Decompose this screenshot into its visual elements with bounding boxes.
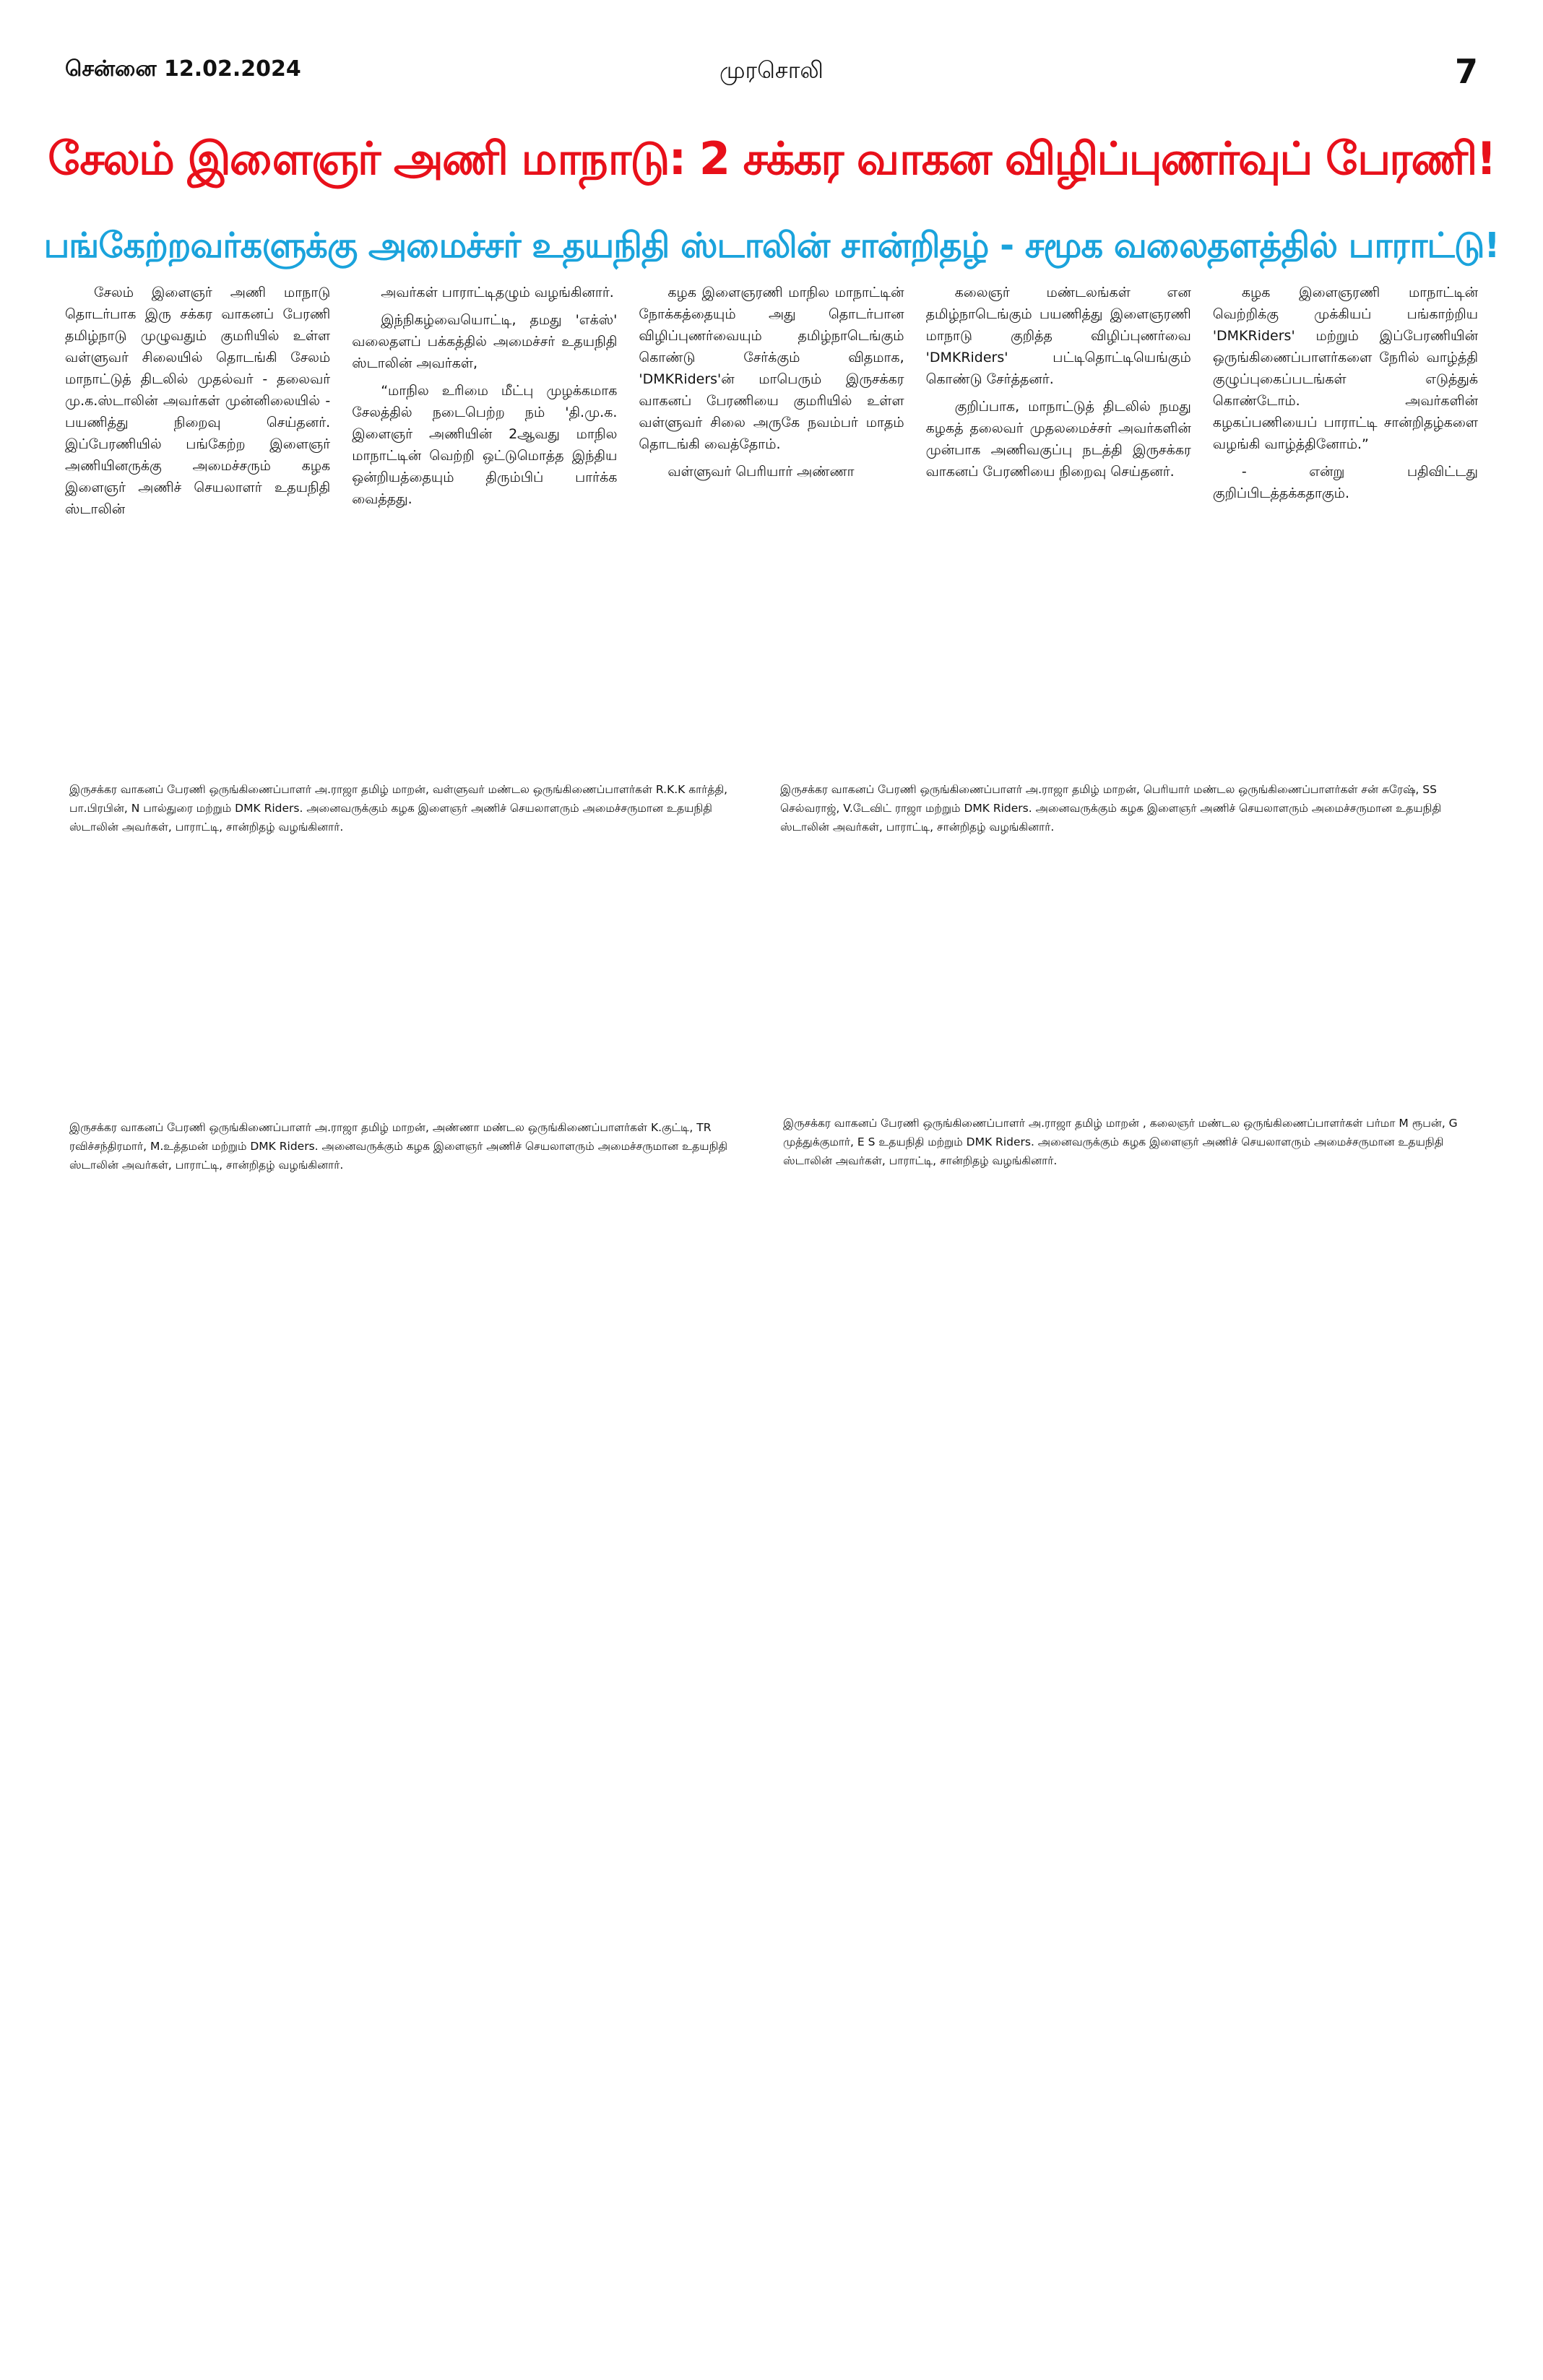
newspaper-name: முரசொலி <box>719 56 824 84</box>
article-column-5 <box>1213 282 1478 527</box>
page-number: 7 <box>1454 52 1478 91</box>
article-column-3 <box>639 282 904 527</box>
subheadline: பங்கேற்றவர்களுக்கு அமைச்சர் உதயநிதி ஸ்டாலின் சான்றிதழ் - சமூக வலைதளத்தில் பாராட்டு! <box>43 225 1500 266</box>
paragraph: கழக இளைஞரணி மாநில மாநாட்டின் நோக்கத்தையும் அது தொடர்பான விழிப்புணர்வையும் தமிழ்நாடெங்கும் கொண்டு சேர்க்கும் விதமாக, 'DMKRiders'ன் மாபெரும் இருசக்கர வாகனப் பேரணியை குமரியில் உள்ள வள்ளுவர் சிலை அருகே நவம்பர் மாதம் தொடங்கி வைத்தோம். <box>639 285 904 452</box>
photo-caption-1: இருசக்கர வாகனப் பேரணி ஒருங்கிணைப்பாளர் அ.ராஜா தமிழ் மாறன், வள்ளுவர் மண்டல ஒருங்கிணைப்பாளர்கள் R.K.K கார்த்தி, பா.பிரபின், N பால்துரை மற்றும் DMK Riders. அனைவருக்கும் கழக இளைஞர் அணிச் செயலாளரும் அமைச்சருமான உதயநிதி ஸ்டாலின் அவர்கள், பாராட்டி, சான்றிதழ் வழங்கினார். <box>69 783 728 834</box>
paragraph: “மாநில உரிமை மீட்பு முழக்கமாக சேலத்தில் நடைபெற்ற நம் 'தி.மு.க. இளைஞர் அணியின் 2ஆவது மாநில மாநாட்டின் வெற்றி ஒட்டுமொத்த இந்திய ஒன்றியத்தையும் திரும்பிப் பார்க்க வைத்தது. <box>352 383 618 507</box>
city-date: சென்னை 12.02.2024 <box>65 56 301 82</box>
paragraph: சேலம் இளைஞர் அணி மாநாடு தொடர்பாக இரு சக்கர வாகனப் பேரணி தமிழ்நாடு முழுவதும் குமரியில் உள்ள வள்ளுவர் சிலையில் தொடங்கி சேலம் மாநாட்டுத் திடலில் முதல்வர் - தலைவர் மு.க.ஸ்டாலின் அவர்கள் முன்னிலையில் - பயணித்து நிறைவு செய்தனர். இப்பேரணியில் பங்கேற்ற இளைஞர் அணியினருக்கு அமைச்சரும் கழக இளைஞர் அணிச் செயலாளர் உதயநிதி ஸ்டாலின் <box>65 285 331 517</box>
photo-caption-3: இருசக்கர வாகனப் பேரணி ஒருங்கிணைப்பாளர் அ.ராஜா தமிழ் மாறன், அண்ணா மண்டல ஒருங்கிணைப்பாளர்கள் K.குட்டி, TR ரவிச்சந்திரமார், M.உத்தமன் மற்றும் DMK Riders. அனைவருக்கும் கழக இளைஞர் அணிச் செயலாளரும் அமைச்சருமான உதயநிதி ஸ்டாலின் அவர்கள், பாராட்டி, சான்றிதழ் வழங்கினார். <box>69 1121 728 1172</box>
paragraph: - என்று பதிவிட்டது குறிப்பிடத்தக்கதாகும். <box>1212 464 1479 501</box>
photo-2 <box>780 535 1478 773</box>
photo-caption-4: இருசக்கர வாகனப் பேரணி ஒருங்கிணைப்பாளர் அ.ராஜா தமிழ் மாறன் , கலைஞர் மண்டல ஒருங்கிணைப்பாளர்கள் பர்மா M ரூபன், G முத்துக்குமார், E S உதயநிதி மற்றும் DMK Riders. அனைவருக்கும் கழக இளைஞர் அணிச் செயலாளரும் அமைச்சருமான உதயநிதி ஸ்டாலின் அவர்கள், பாராட்டி, சான்றிதழ் வழங்கினார். <box>783 1117 1458 1167</box>
photo-4 <box>780 852 1478 1112</box>
paragraph: அவர்கள் பாராட்டிதழும் வழங்கினார். <box>381 285 614 300</box>
article-column-4 <box>926 282 1191 527</box>
photo-1 <box>65 535 758 773</box>
article-column-1 <box>65 282 330 527</box>
paragraph: குறிப்பாக, மாநாட்டுத் திடலில் நமது கழகத் தலைவர் முதலமைச்சர் அவர்களின் முன்பாக அணிவகுப்பு நடத்தி இருசக்கர வாகனப் பேரணியை நிறைவு செய்தனர். <box>925 399 1191 480</box>
article-column-2 <box>352 282 617 527</box>
paragraph: இந்நிகழ்வையொட்டி, தமது 'எக்ஸ்' வலைதளப் பக்கத்தில் அமைச்சர் உதயநிதி ஸ்டாலின் அவர்கள், <box>352 312 618 371</box>
paragraph: கழக இளைஞரணி மாநாட்டின் வெற்றிக்கு முக்கியப் பங்காற்றிய 'DMKRiders' மற்றும் இப்பேரணியின் ஒருங்கிணைப்பாளர்களை நேரில் வாழ்த்தி குழுப்புகைப்படங்கள் எடுத்துக் கொண்டோம். அவர்களின் கழகப்பணியைப் பாராட்டி சான்றிதழ்களை வழங்கி வாழ்த்தினோம்.” <box>1212 285 1479 452</box>
paragraph: வள்ளுவர் பெரியார் அண்ணா <box>667 464 855 480</box>
photo-caption-2: இருசக்கர வாகனப் பேரணி ஒருங்கிணைப்பாளர் அ.ராஜா தமிழ் மாறன், பெரியார் மண்டல ஒருங்கிணைப்பாளர்கள் சன் சுரேஷ், SS செல்வராஜ், V.டேவிட் ராஜா மற்றும் DMK Riders. அனைவருக்கும் கழக இளைஞர் அணிச் செயலாளரும் அமைச்சருமான உதயநிதி ஸ்டாலின் அவர்கள், பாராட்டி, சான்றிதழ் வழங்கினார். <box>780 783 1442 834</box>
article-body <box>65 282 1478 527</box>
page-header <box>65 52 1478 100</box>
paragraph: கலைஞர் மண்டலங்கள் என தமிழ்நாடெங்கும் பயணித்து இளைஞரணி மாநாடு குறித்த விழிப்புணர்வை 'DMKRiders' பட்டிதொட்டியெங்கும் கொண்டு சேர்த்தனர். <box>925 285 1191 387</box>
headline: சேலம் இளைஞர் அணி மாநாடு: 2 சக்கர வாகன விழிப்புணர்வுப் பேரணி! <box>48 132 1495 185</box>
photo-3 <box>65 852 758 1112</box>
